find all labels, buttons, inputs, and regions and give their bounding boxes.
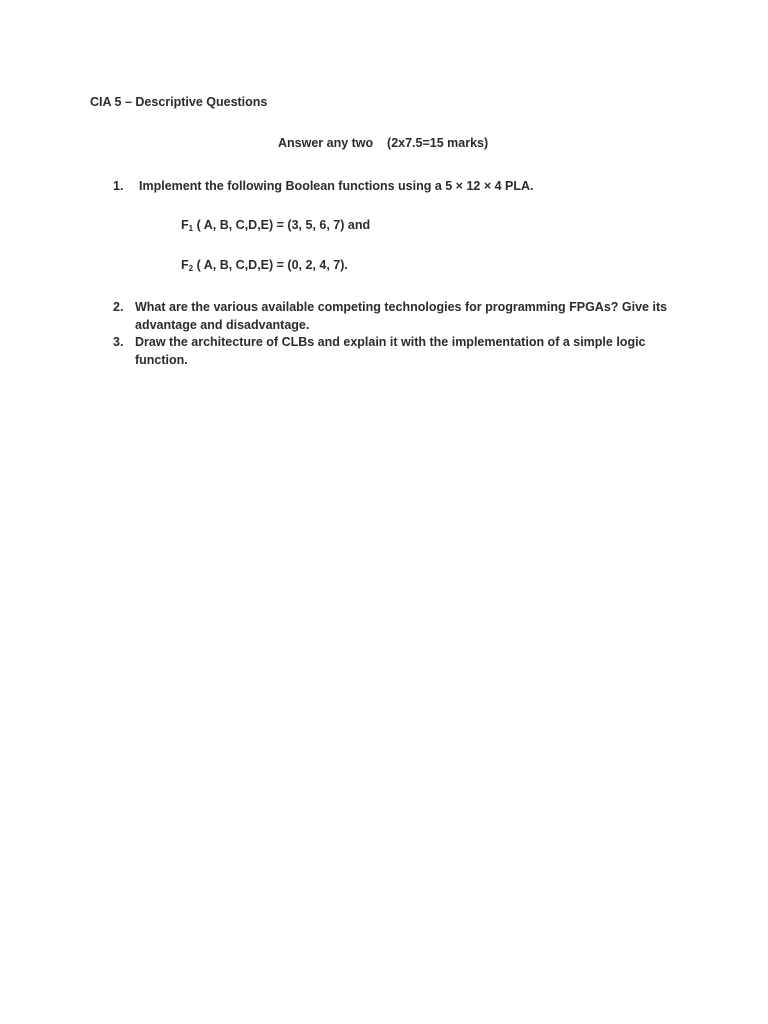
- question-text-line-2: advantage and disadvantage.: [135, 318, 310, 332]
- instructions-line: Answer any two (2x7.5=15 marks): [278, 136, 489, 150]
- function-expression: ( A, B, C,D,E) = (3, 5, 6, 7) and: [193, 218, 371, 232]
- document-title: CIA 5 – Descriptive Questions: [90, 95, 268, 109]
- question-text-line-1: What are the various available competing technologies for programming FPGAs? Give its: [135, 300, 668, 314]
- function-f1: [181, 218, 370, 233]
- function-name: F: [181, 258, 189, 272]
- function-subscript: 1: [188, 224, 194, 233]
- question-number: 3.: [113, 335, 124, 349]
- function-subscript: 2: [188, 264, 194, 273]
- question-text: Implement the following Boolean functions using a 5 × 12 × 4 PLA.: [139, 179, 534, 193]
- question-text-line-2: function.: [135, 353, 188, 367]
- question-number: 1.: [113, 179, 124, 193]
- question-text-line-1: Draw the architecture of CLBs and explain it with the implementation of a simple logic: [135, 335, 646, 349]
- function-name: F: [181, 218, 189, 232]
- function-expression: ( A, B, C,D,E) = (0, 2, 4, 7).: [193, 258, 348, 272]
- question-number: 2.: [113, 300, 124, 314]
- function-f2: [181, 258, 348, 273]
